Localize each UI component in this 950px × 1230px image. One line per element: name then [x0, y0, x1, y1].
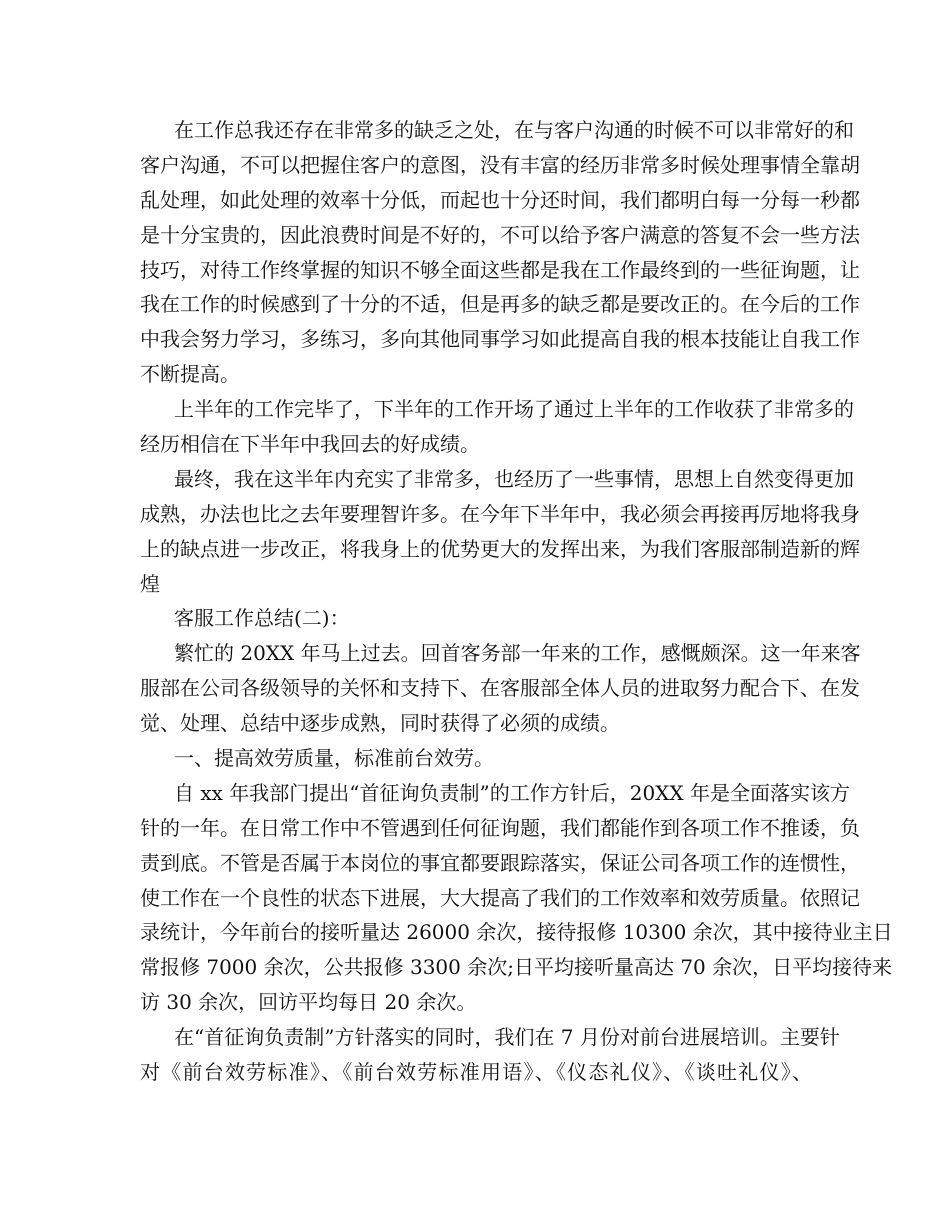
text-line: 上半年的工作完毕了，下半年的工作开场了通过上半年的工作收获了非常多的 [174, 397, 854, 422]
text-line: 不断提高。 [140, 362, 240, 387]
text-line: 在“首征询负责制”方针落实的同时，我们在 7 月份对前台进展培训。主要针 [174, 1025, 840, 1050]
text-line: 在工作总我还存在非常多的缺乏之处，在与客户沟通的时候不可以非常好的和 [174, 118, 854, 142]
text-line: 常报修 7000 余次，公共报修 3300 余次;日平均接听量高达 70 余次，日平均接待来 [140, 955, 893, 980]
text-line: 服部在公司各级领导的关怀和支持下、在客服部全体人员的进取努力配合下、在发 [140, 676, 860, 701]
text-line: 使工作在一个良性的状态下进展，大大提高了我们的工作效率和效劳质量。依照记 [140, 885, 860, 910]
text-line: 客户沟通，不可以把握住客户的意图，没有丰富的经历非常多时候处理事情全靠胡 [140, 152, 860, 177]
text-line: 经历相信在下半年中我回去的好成绩。 [140, 432, 480, 457]
text-line: 中我会努力学习，多练习，多向其他同事学习如此提高自我的根本技能让自我工作 [140, 327, 860, 352]
text-line: 繁忙的 20XX 年马上过去。回首客务部一年来的工作，感慨颇深。这一年来客 [174, 641, 861, 666]
text-line: 煌 [140, 571, 160, 596]
document-body [140, 113, 893, 1090]
text-line: 技巧，对待工作终掌握的知识不够全面这些都是我在工作最终到的一些征询题，让 [140, 257, 860, 282]
text-line: 对《前台效劳标准》、《前台效劳标准用语》、《仪态礼仪》、《谈吐礼仪》、 [140, 1060, 812, 1085]
text-line: 是十分宝贵的，因此浪费时间是不好的，不可以给予客户满意的答复不会一些方法 [140, 222, 860, 247]
subsection-heading: 一、提高效劳质量，标准前台效劳。 [174, 746, 494, 771]
text-line: 我在工作的时候感到了十分的不适，但是再多的缺乏都是要改正的。在今后的工作 [140, 292, 860, 317]
text-line: 上的缺点进一步改正，将我身上的优势更大的发挥出来，为我们客服部制造新的辉 [140, 536, 860, 561]
text-line: 成熟，办法也比之去年要理智许多。在今年下半年中，我必须会再接再厉地将我身 [140, 501, 860, 526]
text-line: 乱处理，如此处理的效率十分低，而起也十分还时间，我们都明白每一分每一秒都 [140, 187, 860, 212]
text-line: 觉、处理、总结中逐步成熟，同时获得了必须的成绩。 [140, 711, 620, 736]
text-line: 责到底。不管是否属于本岗位的事宜都要跟踪落实，保证公司各项工作的连惯性， [140, 850, 860, 875]
section-heading: 客服工作总结(二)： [174, 606, 350, 631]
text-line: 针的一年。在日常工作中不管遇到任何征询题，我们都能作到各项工作不推诿，负 [140, 815, 860, 840]
text-line: 自 xx 年我部门提出“首征询负责制”的工作方针后，20XX 年是全面落实该方 [174, 780, 851, 805]
text-line: 录统计，今年前台的接听量达 26000 余次，接待报修 10300 余次，其中接待业主日 [140, 920, 893, 945]
text-line: 访 30 余次，回访平均每日 20 余次。 [140, 990, 477, 1015]
text-line: 最终，我在这半年内充实了非常多，也经历了一些事情，思想上自然变得更加 [174, 466, 854, 491]
